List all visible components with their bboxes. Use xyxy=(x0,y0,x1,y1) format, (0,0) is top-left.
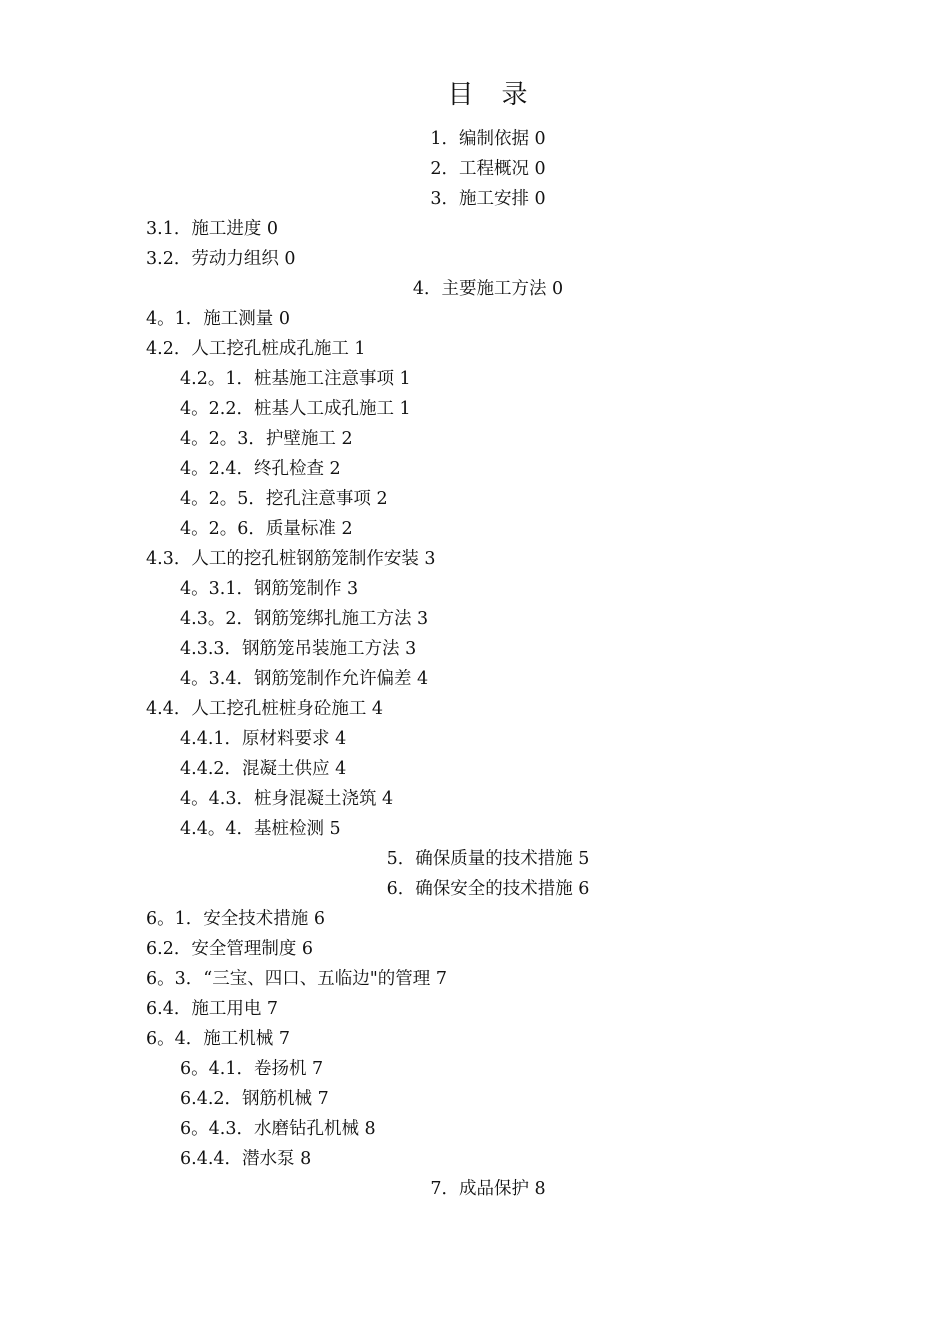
toc-entry-6[interactable]: 6．确保安全的技术措施 6 xyxy=(386,879,590,899)
toc-entry-3-2[interactable]: 3.2．劳动力组织 0 xyxy=(146,249,296,269)
toc-entry-6-4[interactable]: 6.4．施工用电 7 xyxy=(146,999,279,1019)
page-title: 目 录 xyxy=(447,80,529,110)
toc-entry-6-3[interactable]: 6。3．“三宝、四口、五临边"的管理 7 xyxy=(146,969,447,989)
toc-entry-4-1[interactable]: 4。1．施工测量 0 xyxy=(146,309,290,329)
toc-entry-2[interactable]: 2．工程概况 0 xyxy=(430,159,546,179)
toc-entry-4-2-6[interactable]: 4。2。6．质量标准 2 xyxy=(180,519,353,539)
toc-entry-6-4-machinery[interactable]: 6。4．施工机械 7 xyxy=(146,1029,290,1049)
toc-entry-4-3-2[interactable]: 4.3。2．钢筋笼绑扎施工方法 3 xyxy=(180,609,429,629)
toc-entry-6-4-1[interactable]: 6。4.1．卷扬机 7 xyxy=(180,1059,324,1079)
toc-entry-4[interactable]: 4．主要施工方法 0 xyxy=(412,279,564,299)
toc-entry-4-4-4[interactable]: 4.4。4．基桩检测 5 xyxy=(180,819,341,839)
toc-entry-7[interactable]: 7．成品保护 8 xyxy=(430,1179,546,1199)
toc-entry-3[interactable]: 3．施工安排 0 xyxy=(430,189,546,209)
toc-entry-1[interactable]: 1．编制依据 0 xyxy=(430,129,546,149)
toc-entry-6-1[interactable]: 6。1．安全技术措施 6 xyxy=(146,909,325,929)
toc-entry-3-1[interactable]: 3.1．施工进度 0 xyxy=(146,219,279,239)
toc-entry-4-3[interactable]: 4.3．人工的挖孔桩钢筋笼制作安装 3 xyxy=(146,549,436,569)
toc-entry-4-4[interactable]: 4.4．人工挖孔桩桩身砼施工 4 xyxy=(146,699,384,719)
toc-entry-4-2-1[interactable]: 4.2。1．桩基施工注意事项 1 xyxy=(180,369,411,389)
toc-entry-4-3-4[interactable]: 4。3.4．钢筋笼制作允许偏差 4 xyxy=(180,669,429,689)
toc-entry-6-4-3[interactable]: 6。4.3．水磨钻孔机械 8 xyxy=(180,1119,376,1139)
toc-entry-4-2-3[interactable]: 4。2。3．护壁施工 2 xyxy=(180,429,353,449)
toc-entry-6-4-4[interactable]: 6.4.4．潜水泵 8 xyxy=(180,1149,312,1169)
toc-entry-4-2[interactable]: 4.2．人工挖孔桩成孔施工 1 xyxy=(146,339,366,359)
toc-entry-4-3-3[interactable]: 4.3.3．钢筋笼吊装施工方法 3 xyxy=(180,639,417,659)
toc-entry-4-4-1[interactable]: 4.4.1．原材料要求 4 xyxy=(180,729,347,749)
toc-entry-4-2-4[interactable]: 4。2.4．终孔检查 2 xyxy=(180,459,341,479)
toc-entry-6-4-2[interactable]: 6.4.2．钢筋机械 7 xyxy=(180,1089,329,1109)
toc-entry-6-2[interactable]: 6.2．安全管理制度 6 xyxy=(146,939,314,959)
toc-entry-5[interactable]: 5．确保质量的技术措施 5 xyxy=(386,849,590,869)
toc-entry-4-2-2[interactable]: 4。2.2．桩基人工成孔施工 1 xyxy=(180,399,411,419)
toc-entry-4-2-5[interactable]: 4。2。5．挖孔注意事项 2 xyxy=(180,489,388,509)
toc-entry-4-4-2[interactable]: 4.4.2．混凝土供应 4 xyxy=(180,759,347,779)
toc-entry-4-4-3[interactable]: 4。4.3．桩身混凝土浇筑 4 xyxy=(180,789,394,809)
toc-entry-4-3-1[interactable]: 4。3.1．钢筋笼制作 3 xyxy=(180,579,359,599)
